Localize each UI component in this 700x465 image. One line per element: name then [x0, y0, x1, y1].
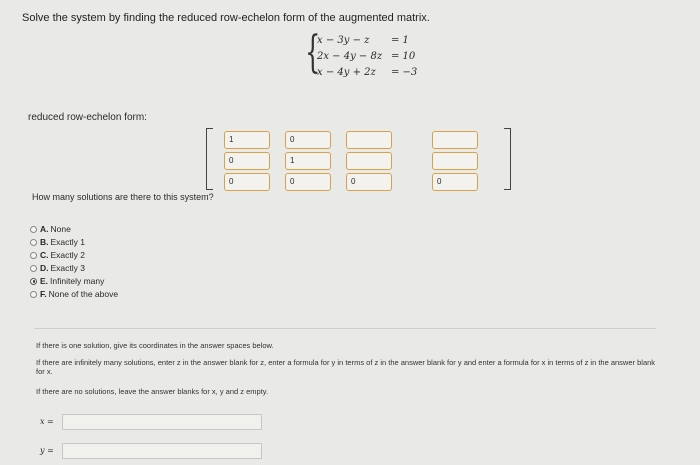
instruction-one-solution: If there is one solution, give its coordinates in the answer spaces below.: [36, 341, 274, 350]
equation-rhs: = 1: [391, 35, 409, 46]
matrix-cell-r2c3[interactable]: [346, 152, 392, 170]
equation-rhs: = 10: [391, 51, 416, 62]
matrix-cell-r1c3[interactable]: [346, 131, 392, 149]
radio-button[interactable]: [30, 226, 37, 233]
option-letter: C.: [40, 250, 49, 260]
matrix-cell-r1c1[interactable]: 1: [224, 131, 270, 149]
solutions-question: How many solutions are there to this system?: [32, 192, 214, 202]
left-brace-icon: {: [305, 27, 321, 78]
answer-input-y[interactable]: [62, 443, 262, 459]
section-divider: [34, 328, 656, 329]
radio-button[interactable]: [30, 291, 37, 298]
option-a[interactable]: [30, 224, 71, 234]
matrix-cell-r3c4[interactable]: 0: [432, 173, 478, 191]
option-b[interactable]: [30, 237, 85, 247]
option-c[interactable]: [30, 250, 85, 260]
option-text: Exactly 2: [50, 250, 85, 260]
matrix-left-bracket: [206, 128, 213, 190]
matrix-cell-r3c2[interactable]: 0: [285, 173, 331, 191]
radio-button[interactable]: [30, 239, 37, 246]
problem-prompt: Solve the system by finding the reduced row-echelon form of the augmented matrix.: [22, 12, 430, 24]
option-text: None of the above: [48, 289, 119, 299]
matrix-right-bracket: [504, 128, 511, 190]
answer-input-x[interactable]: [62, 414, 262, 430]
answer-label-y: y =: [40, 446, 54, 455]
equation-lhs: x − 3y − z: [317, 35, 370, 46]
option-d[interactable]: [30, 263, 85, 273]
matrix-cell-r1c4[interactable]: [432, 131, 478, 149]
option-letter: F.: [40, 289, 47, 299]
option-letter: A.: [40, 224, 49, 234]
answer-label-x: x =: [40, 417, 54, 426]
option-text: Exactly 3: [50, 263, 85, 273]
radio-button-selected[interactable]: [30, 278, 37, 285]
option-e[interactable]: [30, 276, 104, 286]
matrix-cell-r3c3[interactable]: 0: [346, 173, 392, 191]
equation-system: [305, 27, 425, 83]
option-letter: D.: [40, 263, 49, 273]
option-letter: E.: [40, 276, 49, 286]
equation-lhs: 2x − 4y − 8z: [317, 51, 383, 62]
instruction-infinite-solutions: If there are infinitely many solutions, enter z in the answer blank for z, enter a formula for y in terms of z in the answer blank for y and enter a formula for x in terms of z in the answer blank for x.: [36, 358, 656, 376]
option-letter: B.: [40, 237, 49, 247]
equation-rhs: = −3: [391, 67, 418, 78]
radio-button[interactable]: [30, 265, 37, 272]
matrix-cell-r2c1[interactable]: 0: [224, 152, 270, 170]
option-f[interactable]: [30, 289, 118, 299]
matrix-cell-r3c1[interactable]: 0: [224, 173, 270, 191]
radio-button[interactable]: [30, 252, 37, 259]
option-text: Infinitely many: [50, 276, 105, 286]
matrix-cell-r1c2[interactable]: 0: [285, 131, 331, 149]
matrix-cell-r2c2[interactable]: 1: [285, 152, 331, 170]
matrix-cell-r2c4[interactable]: [432, 152, 478, 170]
option-text: Exactly 1: [50, 237, 85, 247]
rref-label: reduced row-echelon form:: [28, 112, 147, 123]
option-text: None: [50, 224, 71, 234]
instruction-no-solutions: If there are no solutions, leave the answer blanks for x, y and z empty.: [36, 387, 269, 396]
equation-lhs: x − 4y + 2z: [317, 67, 376, 78]
